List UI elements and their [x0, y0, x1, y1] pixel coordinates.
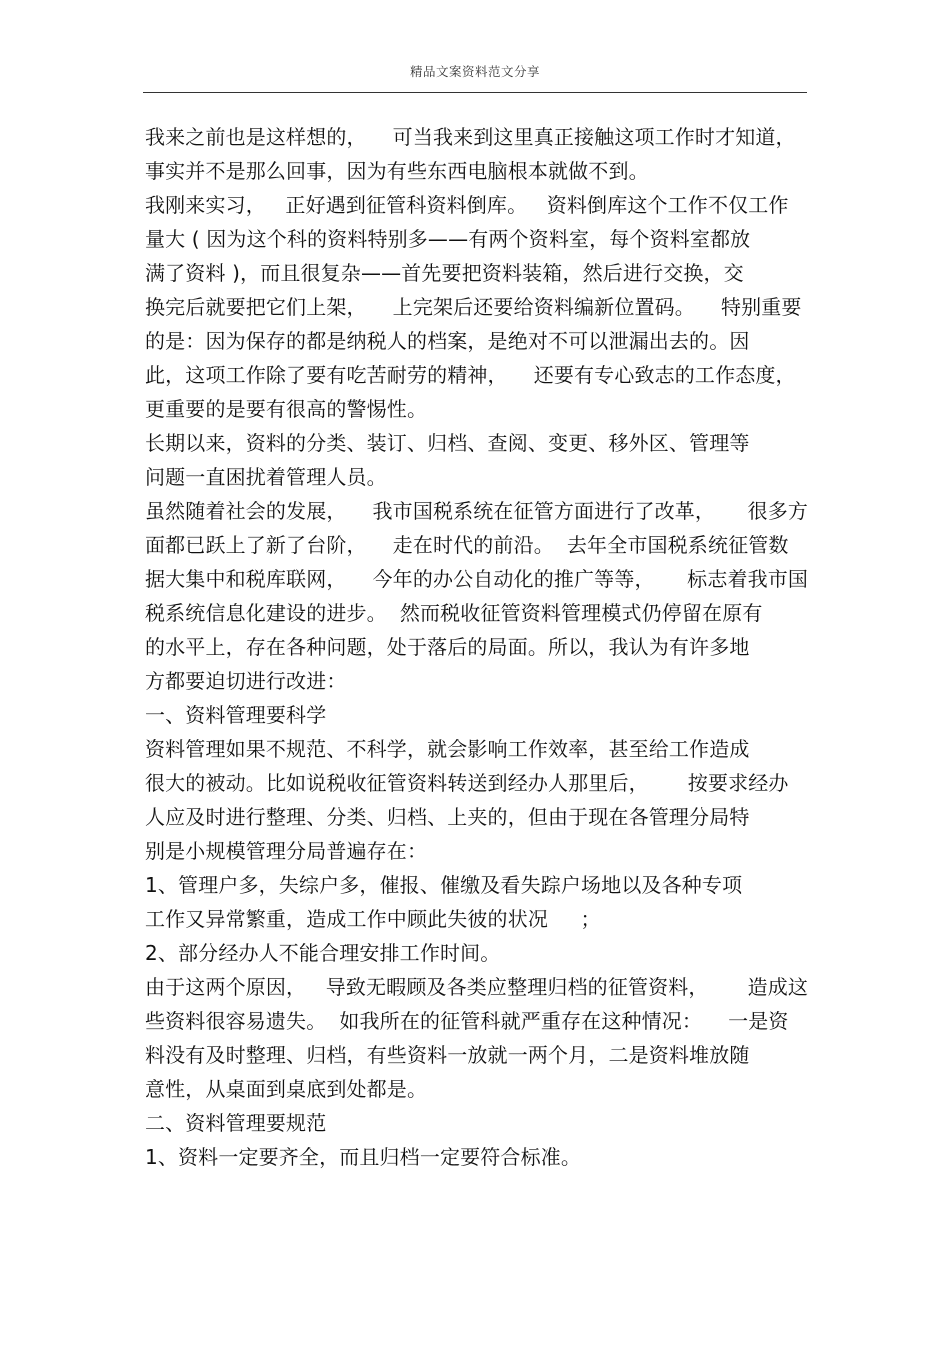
text-line: 人应及时进行整理、分类、归档、上夹的，但由于现在各管理分局特 [145, 805, 750, 829]
text-line: 我来之前也是这样想的， 可当我来到这里真正接触这项工作时才知道， [145, 125, 796, 149]
text-line: 量大 ( 因为这个科的资料特别多——有两个资料室，每个资料室都放 [145, 227, 751, 251]
text-line: 此，这项工作除了要有吃苦耐劳的精神， 还要有专心致志的工作态度， [145, 363, 796, 387]
text-line: 据大集中和税库联网， 今年的办公自动化的推广等等， 标志着我市国 [145, 567, 809, 591]
text-line: 工作又异常繁重，造成工作中顾此失彼的状况 ； [145, 907, 601, 931]
text-line: 2、部分经办人不能合理安排工作时间。 [145, 941, 501, 965]
text-line: 的是：因为保存的都是纳税人的档案，是绝对不可以泄漏出去的。因 [145, 329, 750, 353]
text-line: 意性，从桌面到桌底到处都是。 [145, 1077, 428, 1101]
text-line: 问题一直困扰着管理人员。 [145, 465, 387, 489]
text-line: 1、资料一定要齐全，而且归档一定要符合标准。 [145, 1145, 582, 1169]
text-line: 资料管理如果不规范、不科学，就会影响工作效率，甚至给工作造成 [145, 737, 750, 761]
text-line: 二、资料管理要规范 [145, 1111, 327, 1135]
text-line: 很大的被动。比如说税收征管资料转送到经办人那里后， 按要求经办 [145, 771, 789, 795]
text-line: 满了资料 )，而且很复杂——首先要把资料装箱，然后进行交换，交 [145, 261, 744, 285]
text-line: 1、管理户多，失综户多，催报、催缴及看失踪户场地以及各种专项 [145, 873, 743, 897]
text-line: 面都已跃上了新了台阶， 走在时代的前沿。 去年全市国税系统征管数 [145, 533, 789, 557]
text-line: 事实并不是那么回事，因为有些东西电脑根本就做不到。 [145, 159, 649, 183]
text-line: 换完后就要把它们上架， 上完架后还要给资料编新位置码。 特别重要 [145, 295, 802, 319]
text-line: 一、资料管理要科学 [145, 703, 327, 727]
text-line: 的水平上，存在各种问题，处于落后的局面。所以，我认为有许多地 [145, 635, 750, 659]
text-line: 更重要的是要有很高的警惕性。 [145, 397, 428, 421]
text-line: 税系统信息化建设的进步。 然而税收征管资料管理模式仍停留在原有 [145, 601, 763, 625]
text-line: 由于这两个原因， 导致无暇顾及各类应整理归档的征管资料， 造成这 [145, 975, 809, 999]
header-divider [143, 92, 807, 93]
document-body [145, 120, 810, 1174]
text-line: 别是小规模管理分局普遍存在： [145, 839, 428, 863]
text-line: 我刚来实习， 正好遇到征管科资料倒库。 资料倒库这个工作不仅工作 [145, 193, 789, 217]
text-line: 些资料很容易遗失。 如我所在的征管科就严重存在这种情况： 一是资 [145, 1009, 789, 1033]
text-line: 长期以来，资料的分类、装订、归档、查阅、变更、移外区、管理等 [145, 431, 750, 455]
text-line: 料没有及时整理、归档，有些资料一放就一两个月，二是资料堆放随 [145, 1043, 750, 1067]
text-line: 虽然随着社会的发展， 我市国税系统在征管方面进行了改革， 很多方 [145, 499, 809, 523]
page-header-title: 精品文案资料范文分享 [409, 64, 540, 79]
text-line: 方都要迫切进行改进： [145, 669, 347, 693]
